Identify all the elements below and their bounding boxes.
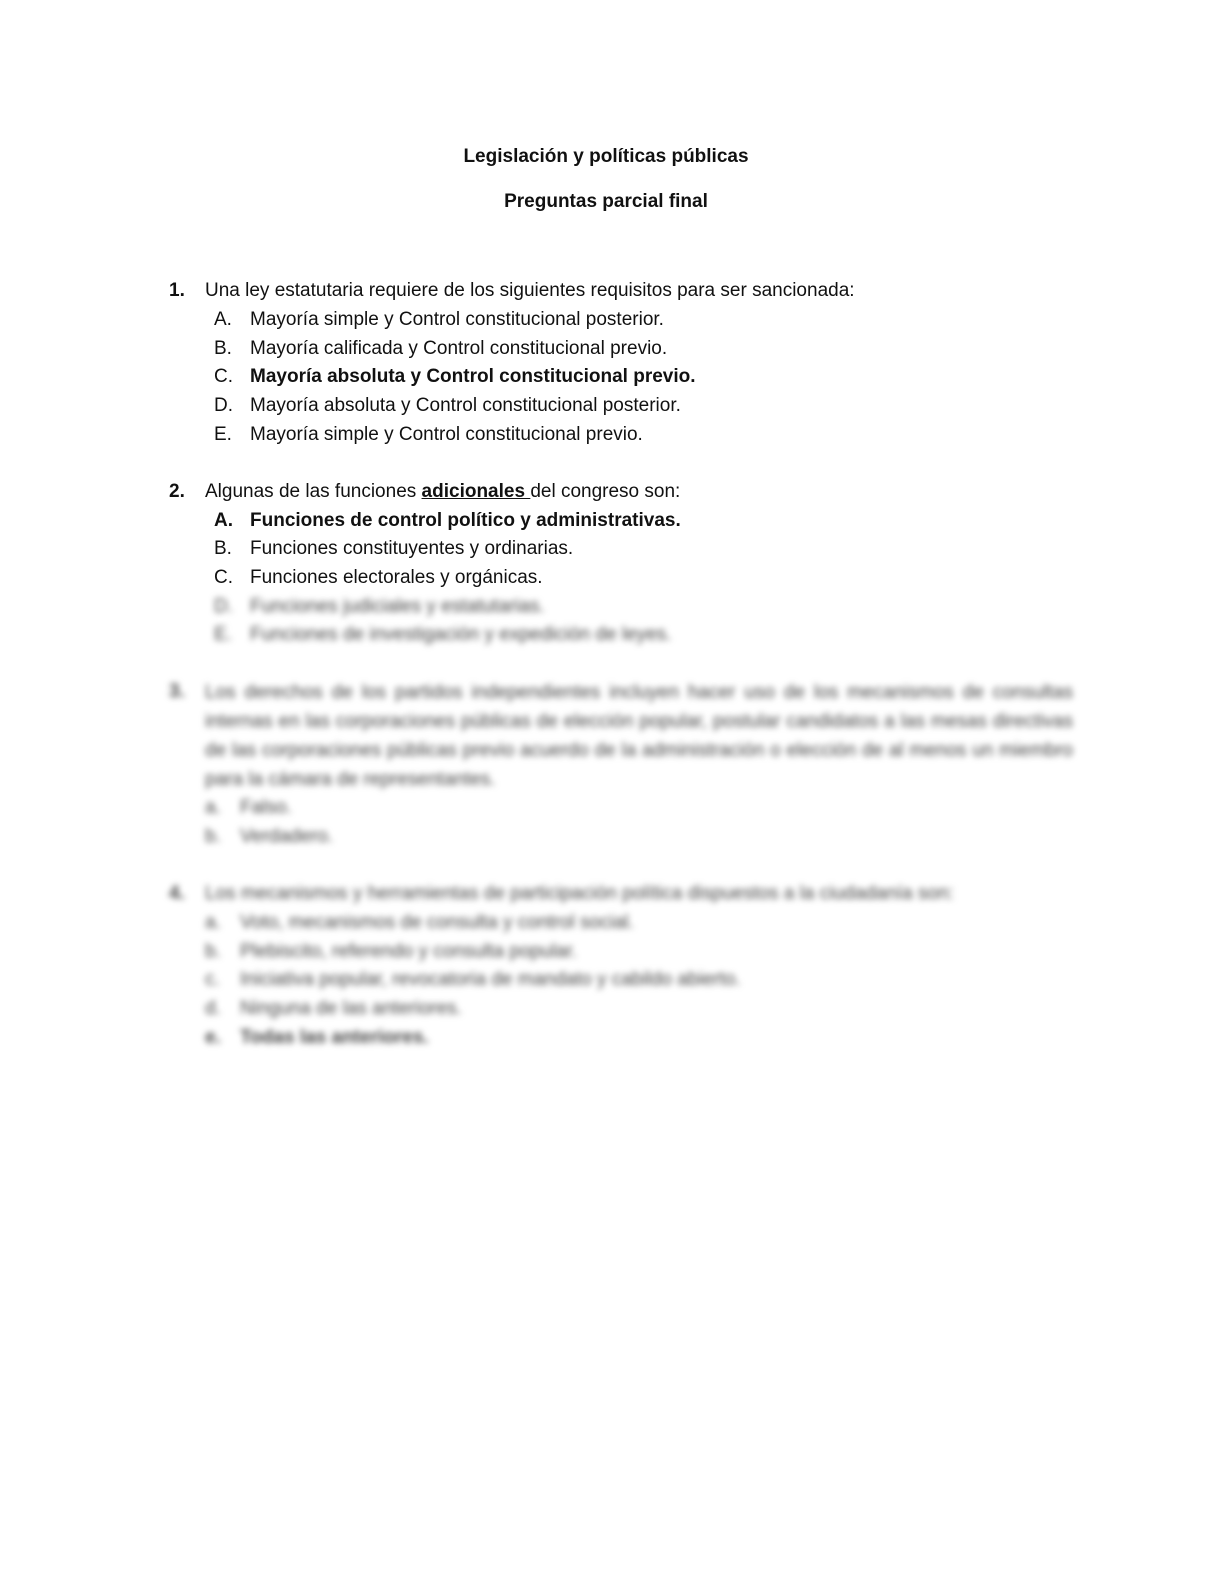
question-number: 1. bbox=[169, 280, 185, 301]
option-letter: A. bbox=[214, 510, 233, 531]
option-text-blurred: Falso. bbox=[240, 797, 292, 818]
option-text-blurred: Iniciativa popular, revocatoria de mandato y cabildo abierto. bbox=[240, 969, 741, 990]
option-text-answer: Mayoría absoluta y Control constitucional previo. bbox=[250, 366, 696, 387]
question-text-blurred: Los derechos de los partidos independientes incluyen hacer uso de los mecanismos de consultas internas en las corporaciones públicas de elección popular, postular candidatos a las mesas directivas de las corporaciones públicas previo acuerdo de la administración o elección de al menos un miembro para la cámara de representantes. bbox=[205, 682, 1073, 790]
option-letter: D. bbox=[214, 395, 233, 416]
option-text-blurred: Plebiscito, referendo y consulta popular. bbox=[240, 941, 577, 962]
option-text-blurred: Ninguna de las anteriores. bbox=[240, 998, 462, 1019]
option-letter: a. bbox=[205, 797, 221, 818]
option-text: Mayoría simple y Control constitucional posterior. bbox=[250, 309, 664, 330]
option-text: Mayoría absoluta y Control constitucional posterior. bbox=[250, 395, 681, 416]
option-letter: d. bbox=[205, 998, 221, 1019]
option-text-blurred: Todas las anteriores. bbox=[240, 1027, 429, 1048]
question-text-emphasis: adicionales bbox=[421, 481, 531, 502]
document-subtitle: Preguntas parcial final bbox=[504, 191, 708, 212]
option-text-blurred: Funciones judiciales y estatutarias. bbox=[250, 596, 545, 617]
question-text bbox=[205, 480, 680, 504]
question-number: 3. bbox=[169, 681, 185, 702]
option-letter: C. bbox=[214, 366, 233, 387]
question-text-after: del congreso son: bbox=[530, 481, 681, 502]
question-text-before: Algunas de las funciones bbox=[205, 481, 422, 502]
option-letter: E. bbox=[214, 624, 232, 645]
option-text-blurred: Voto, mecanismos de consulta y control social. bbox=[240, 912, 634, 933]
option-letter: D. bbox=[214, 596, 233, 617]
option-text: Mayoría calificada y Control constitucional previo. bbox=[250, 338, 668, 359]
option-text-blurred: Funciones de investigación y expedición de leyes. bbox=[250, 624, 672, 645]
option-letter: b. bbox=[205, 826, 221, 847]
option-letter: A. bbox=[214, 309, 232, 330]
option-text: Funciones electorales y orgánicas. bbox=[250, 567, 543, 588]
question-number: 4. bbox=[169, 883, 185, 904]
option-text-blurred: Verdadero. bbox=[240, 826, 333, 847]
option-letter: c. bbox=[205, 969, 220, 990]
option-text-answer: Funciones de control político y administrativas. bbox=[250, 510, 681, 531]
option-text: Mayoría simple y Control constitucional previo. bbox=[250, 424, 643, 445]
option-letter: a. bbox=[205, 912, 221, 933]
option-letter: E. bbox=[214, 424, 232, 445]
question-text: Una ley estatutaria requiere de los siguientes requisitos para ser sancionada: bbox=[205, 280, 855, 301]
option-letter: B. bbox=[214, 538, 232, 559]
option-letter: C. bbox=[214, 567, 233, 588]
option-text: Funciones constituyentes y ordinarias. bbox=[250, 538, 574, 559]
document-title: Legislación y políticas públicas bbox=[463, 146, 749, 167]
option-letter: B. bbox=[214, 338, 232, 359]
question-text-blurred: Los mecanismos y herramientas de participación política dispuestos a la ciudadanía son: bbox=[205, 883, 954, 904]
option-letter: b. bbox=[205, 941, 221, 962]
question-number: 2. bbox=[169, 481, 185, 502]
option-letter: e. bbox=[205, 1027, 221, 1048]
